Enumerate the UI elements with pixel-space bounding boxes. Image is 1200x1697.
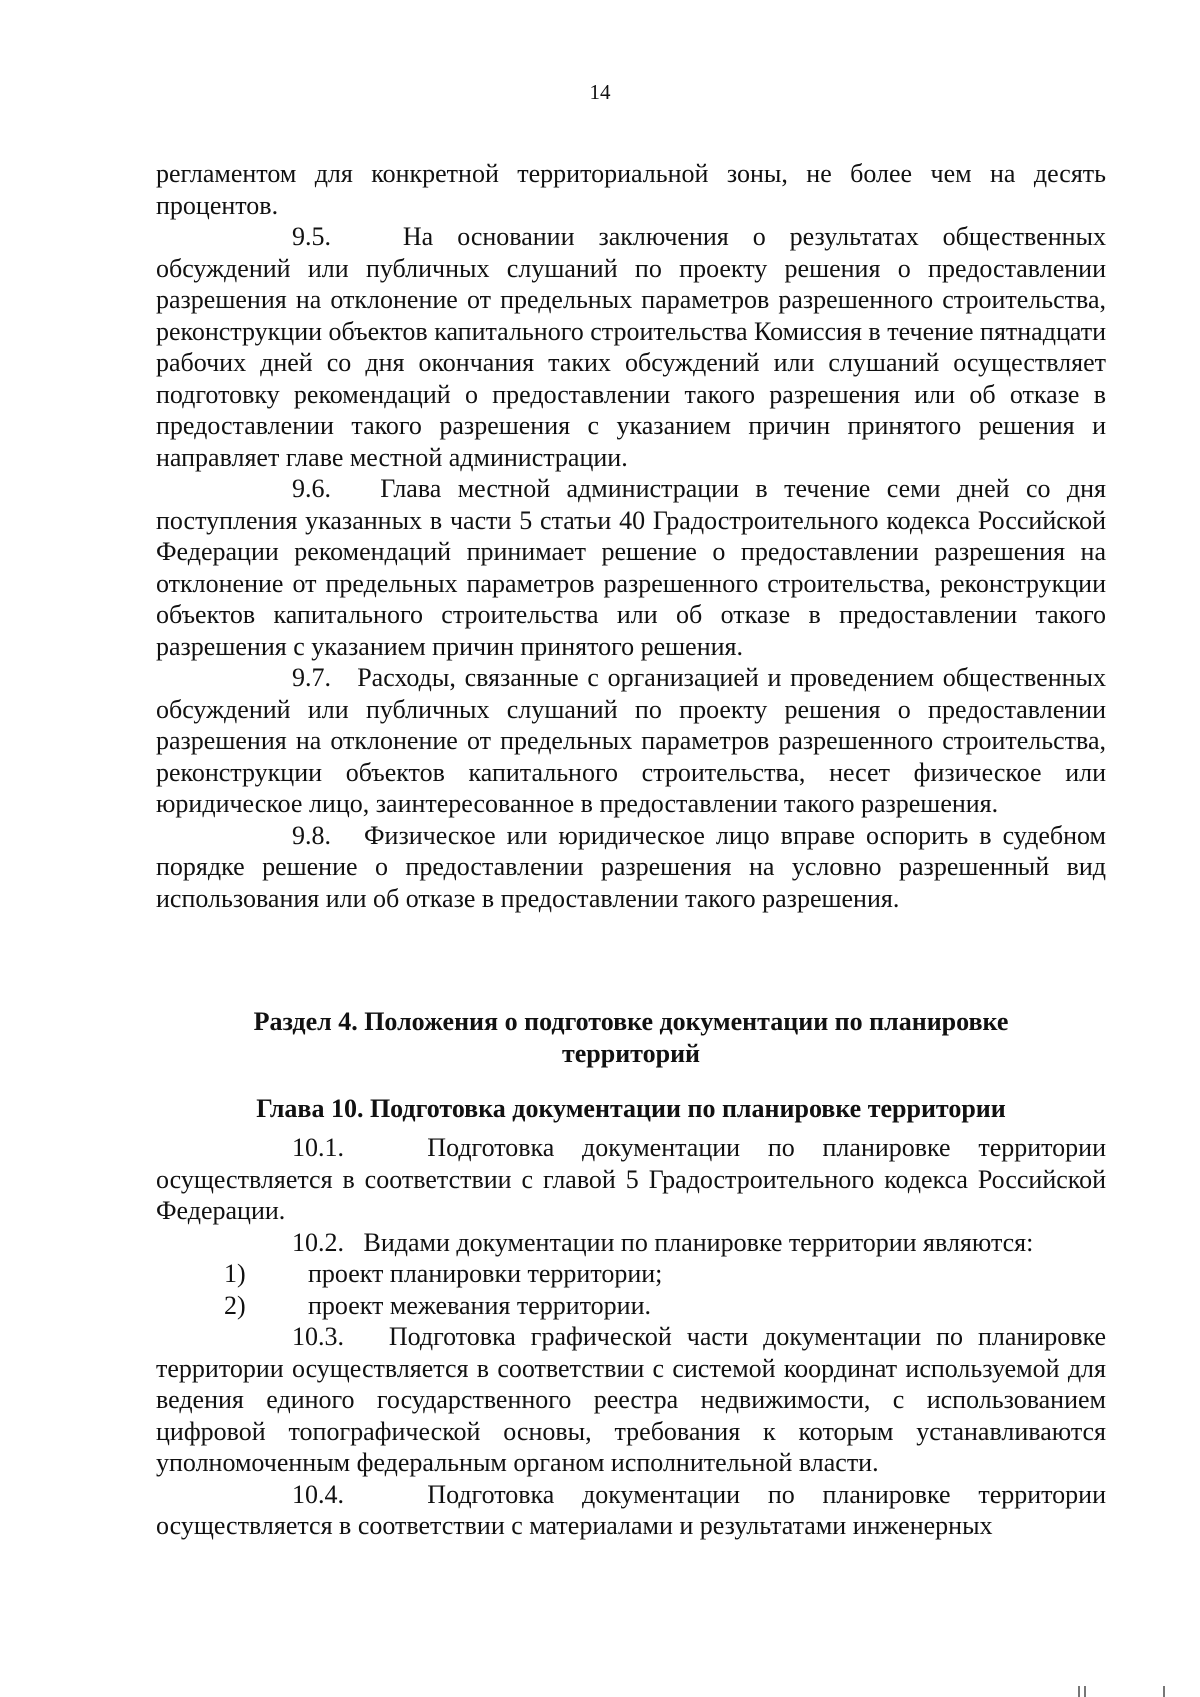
paragraph-9-5 (156, 221, 1106, 473)
paragraph-text: На основании заключения о результатах общественных обсуждений или публичных слушаний по проекту решения о предоставлении разрешения на отклонение от предельных параметров разрешенного строительства, реконструкции объектов капитального строительства Комиссия в течение пятнадцати рабочих дней со дня окончания таких обсуждений или слушаний осуществляет подготовку рекомендаций о предоставлении такого разрешения или об отказе в предоставлении такого разрешения с указанием причин принятого решения и направляет главе местной администрации. (156, 222, 1106, 472)
chapter-heading: Глава 10. Подготовка документации по планировке территории (256, 1094, 1006, 1123)
paragraph-text: Подготовка документации по планировке территории осуществляется в соответствии с материалами и результатами инженерных (156, 1479, 1106, 1540)
paragraph-10-1 (156, 1132, 1106, 1227)
scan-artifact-mark (1163, 1686, 1165, 1697)
paragraph-text: Физическое или юридическое лицо вправе оспорить в судебном порядке решение о предоставлении разрешения на условно разрешенный вид использования или об отказе в предоставлении такого разрешения. (156, 820, 1106, 913)
paragraph-number: 10.4. (292, 1479, 344, 1509)
paragraph-number: 9.5. (292, 222, 331, 251)
paragraph-9-7 (156, 662, 1106, 820)
bottom-text-block (156, 1132, 1106, 1542)
list-item (156, 1258, 1106, 1290)
paragraph-number: 10.2. (292, 1227, 344, 1257)
paragraph-number: 9.6. (292, 474, 331, 503)
paragraph-text: Видами документации по планировке территории являются: (363, 1227, 1034, 1257)
list-item (156, 1290, 1106, 1322)
page-number: 14 (589, 80, 611, 104)
section-heading (156, 1006, 1106, 1070)
paragraph-number: 9.7. (292, 663, 331, 692)
paragraph-10-2 (156, 1227, 1106, 1259)
paragraph-number: 10.3. (292, 1322, 344, 1351)
scan-artifact-mark (1078, 1686, 1080, 1697)
list-item-text: проект планировки территории; (308, 1259, 663, 1288)
list-item-number: 2) (224, 1290, 246, 1320)
section-heading-line2: территорий (561, 1039, 701, 1068)
paragraph-10-4 (156, 1479, 1106, 1542)
paragraph-text: Глава местной администрации в течение семи дней со дня поступления указанных в части 5 статьи 40 Градостроительного кодекса Российской Федерации рекомендаций принимает решение о предоставлении разрешения на отклонение от предельных параметров разрешенного строительства, реконструкции объектов капитального строительства или об отказе в предоставлении такого разрешения с указанием причин принятого решения. (156, 474, 1106, 661)
top-text-block (156, 158, 1106, 914)
list-item-text: проект межевания территории. (308, 1290, 652, 1320)
paragraph-9-8 (156, 820, 1106, 915)
paragraph-9-6 (156, 473, 1106, 662)
paragraph-continuation (156, 158, 1106, 221)
paragraph-number: 9.8. (292, 820, 331, 850)
list-item-number: 1) (224, 1259, 246, 1288)
scan-artifact-mark (1084, 1686, 1086, 1697)
paragraph-text: Подготовка документации по планировке территории осуществляется в соответствии с главой 5 Градостроительного кодекса Российской Федерации. (156, 1133, 1106, 1225)
paragraph-text: Расходы, связанные с организацией и проведением общественных обсуждений или публичных слушаний по проекту решения о предоставлении разрешения на отклонение от предельных параметров разрешенного строительства, реконструкции объектов капитального строительства, несет физическое или юридическое лицо, заинтересованное в предоставлении такого разрешения. (156, 663, 1106, 818)
paragraph-10-3 (156, 1321, 1106, 1479)
paragraph-text: регламентом для конкретной территориальной зоны, не более чем на десять процентов. (156, 159, 1106, 220)
paragraph-text: Подготовка графической части документации по планировке территории осуществляется в соответствии с системой координат используемой для ведения единого государственного реестра недвижимости, с использованием цифровой топографической основы, требования к которым устанавливаются уполномоченным федеральным органом исполнительной власти. (156, 1322, 1107, 1477)
paragraph-number: 10.1. (292, 1133, 344, 1162)
section-heading-line1: Раздел 4. Положения о подготовке документации по планировке (253, 1007, 1009, 1036)
